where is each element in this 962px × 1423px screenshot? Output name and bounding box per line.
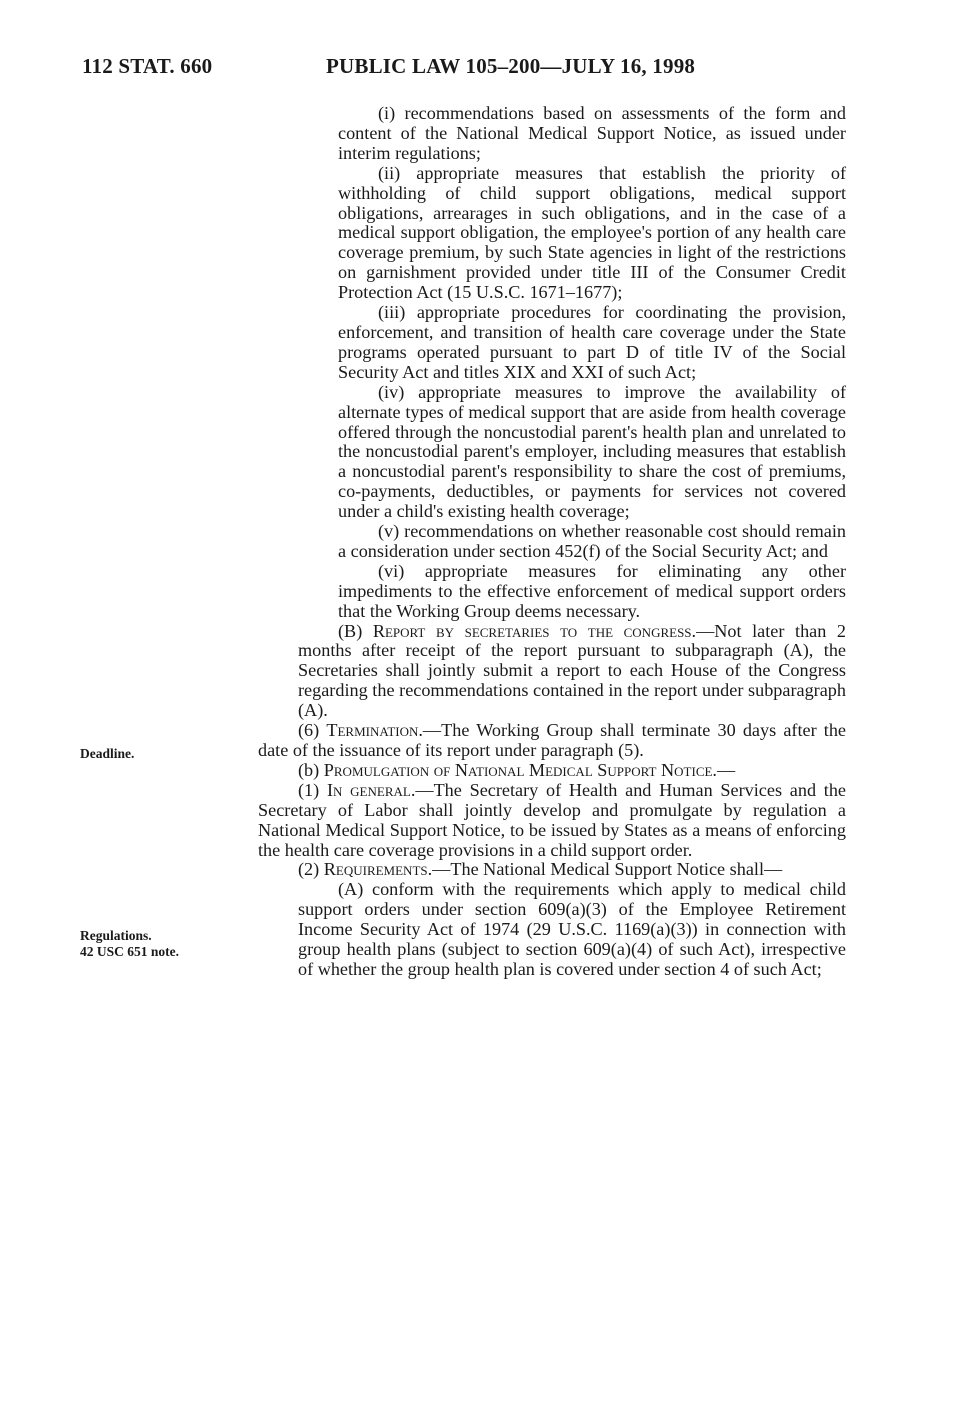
paragraph-2 (258, 860, 846, 880)
subsection-b-number: (b) (298, 759, 320, 780)
paragraph-2-heading: Requirements. (323, 859, 433, 880)
paragraph-1 (258, 781, 846, 861)
paragraph-6-text: —The Working Group shall terminate 30 days after the date of the issuance of its report under paragraph (5). (258, 720, 846, 760)
subparagraph-a: (A) conform with the requirements which apply to medical child support orders under section 609(a)(3) of the Employee Retirement Income Security Act of 1974 (29 U.S.C. 1169(a)(3)) in connection with group health plans (subject to section 609(a)(4) of such Act), irrespective of whether the group health plan is covered under section 4 of such Act; (298, 879, 846, 979)
subparagraph-b-number: (B) (338, 620, 363, 641)
margin-note-usc: 42 USC 651 note. (80, 944, 180, 959)
paragraph-1-heading: In general. (326, 779, 416, 800)
clause-v: (v) recommendations on whether reasonable cost should remain a consideration under section 452(f) of the Social Security Act; and (338, 521, 846, 561)
clause-vi: (vi) appropriate measures for eliminating any other impediments to the effective enforcement of medical support orders that the Working Group deems necessary. (338, 560, 846, 621)
margin-note-regulations: Regulations. (80, 928, 152, 943)
subsection-b-heading: Promulgation of National Medical Support Notice. (323, 759, 717, 780)
law-title: PUBLIC LAW 105–200—JULY 16, 1998 (326, 54, 696, 78)
paragraph-2-text: —The National Medical Support Notice shall— (432, 859, 783, 880)
subparagraph-b-heading: Report by secretaries to the congress. (372, 620, 697, 641)
paragraph-6 (258, 721, 846, 761)
subsection-b-text: — (716, 759, 736, 780)
margin-note-deadline: Deadline. (80, 746, 135, 761)
clause-iii: (iii) appropriate procedures for coordinating the provision, enforcement, and transition of health care coverage under the State programs operated pursuant to part D of title IV of the Social Security Act and titles XIX and XXI of such Act; (338, 302, 846, 382)
clause-iv: (iv) appropriate measures to improve the availability of alternate types of medical support that are aside from health coverage offered through the noncustodial parent's health plan and unrelated to the noncustodial parent's employer, including measures that establish a noncustodial parent's responsibility to share the cost of premiums, co-payments, deductibles, or payments for services not covered under a child's existing health coverage; (338, 381, 846, 522)
page-header (0, 54, 962, 84)
paragraph-6-number: (6) (298, 720, 320, 741)
subparagraph-b (258, 622, 846, 722)
clause-i: (i) recommendations based on assessments of the form and content of the National Medical Support Notice, as issued under interim regulations; (338, 103, 846, 163)
stat-citation: 112 STAT. 660 (82, 54, 213, 78)
paragraph-1-number: (1) (298, 779, 320, 800)
clause-ii: (ii) appropriate measures that establish the priority of withholding of child support obligations, medical support obligations, arrearages in such obligations, and in the case of a medical support obligation, the employee's portion of any health care coverage premium, by such State agencies in light of the restrictions on garnishment provided under title III of the Consumer Credit Protection Act (15 U.S.C. 1671–1677); (338, 162, 846, 303)
paragraph-2-number: (2) (298, 859, 320, 880)
subparagraph-b-text: —Not later than 2 months after receipt of the report pursuant to subparagraph (A), the Secretaries shall jointly submit a report to each House of the Congress regarding the recommendations contained in the report under subparagraph (A). (298, 620, 847, 721)
paragraph-1-text: —The Secretary of Health and Human Services and the Secretary of Labor shall jointly develop and promulgate by regulation a National Medical Support Notice, to be issued by States as a means of enforcing the health care coverage provisions in a child support order. (258, 779, 847, 860)
paragraph-6-heading: Termination. (326, 720, 423, 741)
main-text (258, 104, 846, 980)
subsection-b (258, 761, 846, 781)
